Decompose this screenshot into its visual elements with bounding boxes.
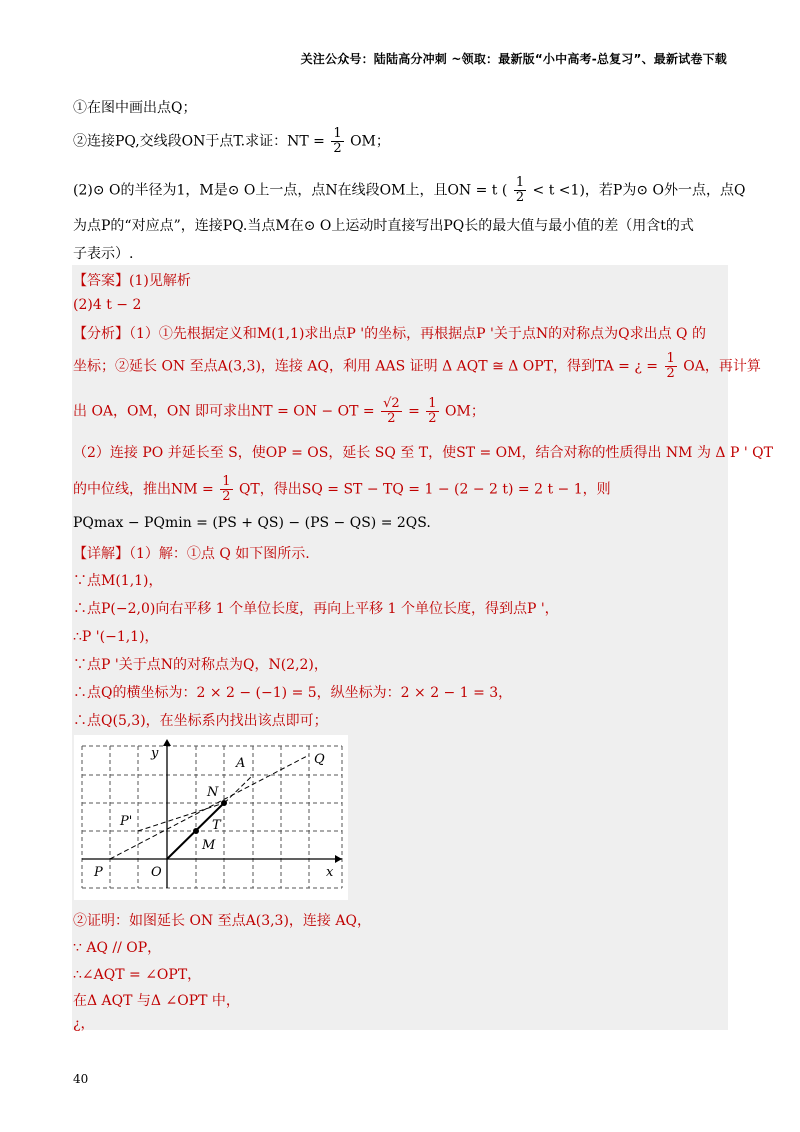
proof-line1: ②证明：如图延长 ON 至点A(3,3)，连接 AQ， <box>73 913 371 929</box>
label-A: A <box>236 756 246 771</box>
label-T: T <box>212 818 221 833</box>
detail-line3: ∴点P(−2,0)向右平移 1 个单位长度，再向上平移 1 个单位长度，得到点P '， <box>73 601 559 617</box>
q2-frac-num: 1 <box>333 126 342 141</box>
analysis-line1: 【分析】（1）①先根据定义和M(1,1)求出点P '的坐标，再根据点P '关于点N的对称点为Q求出点 Q 的 <box>73 326 706 342</box>
p2-line1a: (2)⊙ O的半径为1，M是⊙ O上一点，点N在线段OM上，且ON = t ( <box>73 182 508 199</box>
ana5-b: QT，得出SQ = ST − TQ = 1 − (2 − 2 t) = 2 t − 1，则 <box>238 481 611 498</box>
label-Q: Q <box>314 752 325 767</box>
ana3-fraction2 <box>426 397 438 426</box>
proof-line2: ∵ AQ // OP， <box>73 940 162 956</box>
q2-suffix: OM； <box>350 133 390 150</box>
analysis-line5 <box>73 475 611 504</box>
ana3-b: = <box>408 403 420 420</box>
detail-line2: ∵点M(1,1)， <box>73 573 163 589</box>
detail-line6: ∴点Q的横坐标为：2 × 2 − (−1) = 5，纵坐标为：2 × 2 − 1 = 3， <box>73 685 513 701</box>
detail-line1: 【详解】（1）解：①点 Q 如下图所示. <box>73 546 310 562</box>
detail-line5: ∵点P '关于点N的对称点为Q，N(2,2)， <box>73 657 328 673</box>
coordinate-figure <box>74 735 348 900</box>
ana2-frac-num: 1 <box>666 351 675 366</box>
q2-fraction <box>331 127 343 156</box>
ana5-frac-den: 2 <box>222 489 231 504</box>
part2-line1 <box>73 176 745 205</box>
point-M <box>193 828 199 834</box>
q2-frac-den: 2 <box>333 141 342 156</box>
ana2-frac-den: 2 <box>666 366 675 381</box>
part2-line3: 子表示）. <box>73 246 134 262</box>
page-header: 关注公众号：陆陆高分冲刺 ~领取：最新版“小中高考-总复习”、最新试卷下载 <box>300 52 727 66</box>
coordinate-svg <box>74 735 348 900</box>
p2-frac-num: 1 <box>515 175 525 190</box>
ana3-frac1-num: √2 <box>383 396 400 411</box>
analysis-line6: PQmax − PQmin = (PS + QS) − (PS − QS) = 2QS. <box>73 515 431 531</box>
part2-line2: 为点P的“对应点”，连接PQ.当点M在⊙ O上运动时直接写出PQ长的最大值与最小值的差（用含t的式 <box>73 218 694 234</box>
label-x: x <box>326 865 334 880</box>
ana2-a: 坐标；②延长 ON 至点A(3,3)，连接 AQ，利用 AAS 证明 Δ AQT ≅ Δ OPT，得到TA = ¿ = <box>73 358 659 375</box>
ana2-b: OA，再计算 <box>683 358 761 375</box>
label-M: M <box>202 838 216 853</box>
page-number: 40 <box>73 1072 89 1086</box>
p2-fraction <box>514 176 526 205</box>
proof-line3: ∴∠AQT = ∠OPT， <box>73 967 202 983</box>
proof-line5: ¿， <box>73 1016 95 1032</box>
label-N: N <box>207 785 219 800</box>
detail-line4: ∴P '(−1,1)， <box>73 629 159 645</box>
ana2-fraction <box>665 352 677 381</box>
q2-prefix: ②连接PQ,交线段ON于点T.求证：NT = <box>73 133 325 150</box>
analysis-line2 <box>73 352 761 381</box>
point-N <box>221 800 227 806</box>
p2-frac-den: 2 <box>515 190 525 205</box>
x-axis-arrow <box>335 855 342 863</box>
label-O: O <box>151 865 162 880</box>
p2-line1b: < t <1)，若P为⊙ O外一点，点Q <box>532 182 746 199</box>
analysis-line3 <box>73 397 485 426</box>
ana5-a: 的中位线，推出NM = <box>73 481 214 498</box>
ana5-frac-num: 1 <box>222 474 231 489</box>
question-1: ①在图中画出点Q； <box>73 100 197 116</box>
label-P1: P' <box>120 814 133 829</box>
ana3-frac1-den: 2 <box>387 411 396 426</box>
ana3-fraction1 <box>381 397 402 426</box>
ana3-frac2-num: 1 <box>428 396 437 411</box>
y-axis-arrow <box>163 739 171 746</box>
ana3-a: 出 OA，OM，ON 即可求出NT = ON − OT = <box>73 403 375 420</box>
ana3-frac2-den: 2 <box>428 411 437 426</box>
question-2 <box>73 127 390 156</box>
proof-line4: 在Δ AQT 与Δ ∠OPT 中， <box>73 993 240 1009</box>
ana5-fraction <box>220 475 232 504</box>
detail-line7: ∴点Q(5,3)，在坐标系内找出该点即可； <box>73 713 328 729</box>
answer-line2: (2)4 t − 2 <box>73 297 142 313</box>
label-y: y <box>151 746 159 761</box>
ana3-c: OM； <box>445 403 485 420</box>
label-P: P <box>94 865 103 880</box>
answer-line1: 【答案】(1)见解析 <box>73 273 191 289</box>
analysis-line4: （2）连接 PO 并延长至 S，使OP = OS，延长 SQ 至 T，使ST = OM，结合对称的性质得出 NM 为 Δ P ' QT <box>73 445 773 461</box>
